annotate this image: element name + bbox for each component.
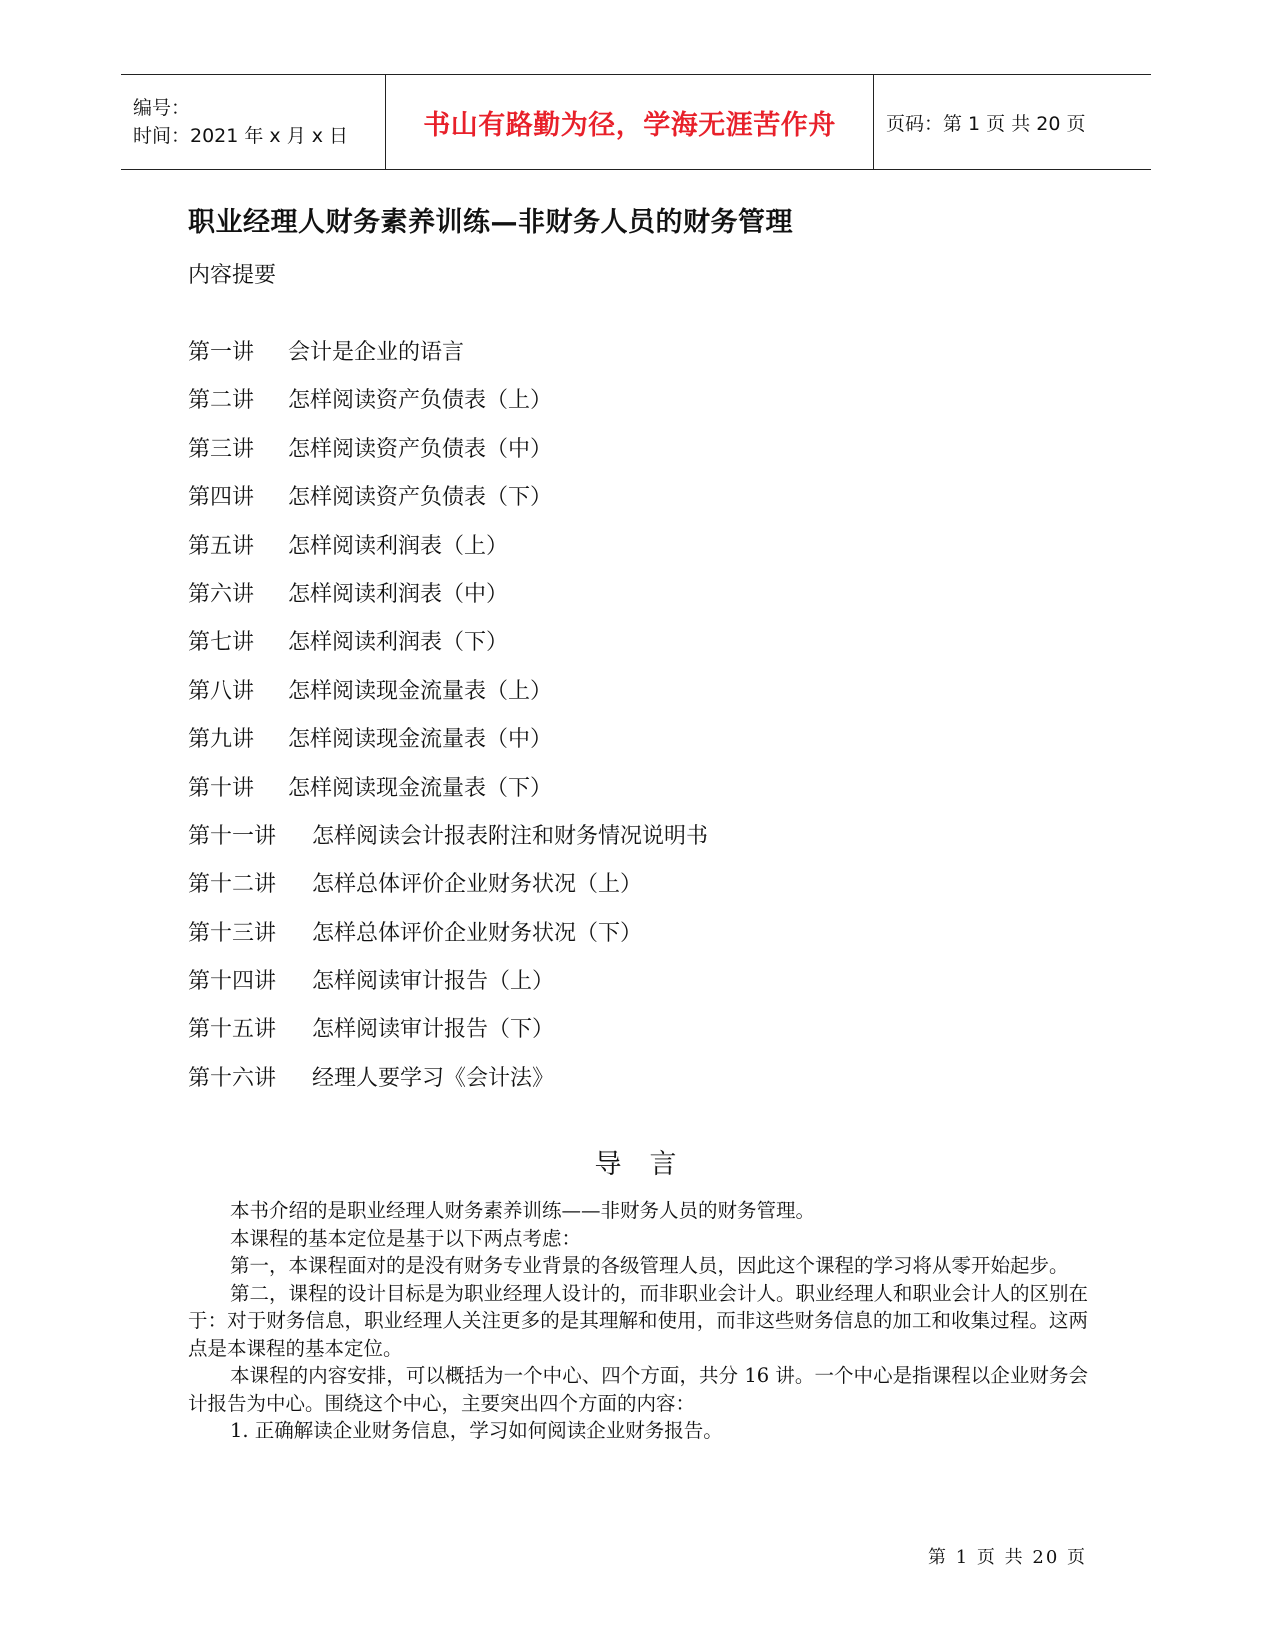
intro-paragraph: 第二，课程的设计目标是为职业经理人设计的，而非职业会计人。职业经理人和职业会计人的区别在于：对于财务信息，职业经理人关注更多的是其理解和使用，而非这些财务信息的加工和收集过程。这两点是本课程的基本定位。	[188, 1281, 1089, 1360]
toc-number: 第十四讲	[188, 969, 277, 995]
toc-title: 怎样阅读利润表（上）	[288, 533, 509, 559]
toc-title: 怎样阅读现金流量表（中）	[288, 727, 553, 753]
toc-number: 第三讲	[188, 436, 255, 462]
toc-title: 怎样阅读资产负债表（上）	[288, 388, 553, 414]
toc-title: 怎样阅读会计报表附注和财务情况说明书	[312, 823, 709, 849]
toc-number: 第八讲	[188, 678, 255, 704]
toc-item	[188, 867, 708, 915]
toc-item	[188, 1012, 708, 1060]
header-motto: 书山有路勤为径，学海无涯苦作舟	[385, 75, 874, 169]
toc-item	[188, 625, 708, 673]
toc-item	[188, 819, 708, 867]
footer-page-number: 第 1 页 共 20 页	[928, 1547, 1087, 1568]
toc-number: 第六讲	[188, 581, 255, 607]
toc-number: 第十六讲	[188, 1065, 277, 1091]
toc-item	[188, 335, 708, 383]
toc-title: 经理人要学习《会计法》	[312, 1065, 555, 1091]
toc-item	[188, 480, 708, 528]
toc-number: 第十三讲	[188, 920, 277, 946]
header-page-info: 页码：第 1 页 共 20 页	[886, 112, 1086, 135]
intro-heading: 导言	[594, 1149, 705, 1180]
document-title: 职业经理人财务素养训练—非财务人员的财务管理	[188, 207, 793, 238]
intro-paragraph: 本课程的内容安排，可以概括为一个中心、四个方面，共分 16 讲。一个中心是指课程以企业财务会计报告为中心。围绕这个中心，主要突出四个方面的内容：	[188, 1364, 1088, 1415]
toc-number: 第十二讲	[188, 872, 277, 898]
toc-title: 怎样阅读现金流量表（下）	[288, 775, 553, 801]
intro-paragraph: 1. 正确解读企业财务信息，学习如何阅读企业财务报告。	[230, 1419, 723, 1442]
toc-title: 怎样阅读资产负债表（中）	[288, 436, 553, 462]
time-label: 时间：2021 年 x 月 x 日	[133, 125, 349, 147]
toc-title: 怎样阅读现金流量表（上）	[288, 678, 553, 704]
toc-number: 第一讲	[188, 340, 255, 365]
toc-number: 第五讲	[188, 533, 255, 559]
toc-title: 怎样阅读审计报告（下）	[312, 1017, 555, 1043]
intro-paragraph: 本课程的基本定位是基于以下两点考虑：	[230, 1226, 582, 1250]
toc-item	[188, 674, 708, 722]
toc-title: 会计是企业的语言	[288, 340, 465, 365]
toc-title: 怎样阅读利润表（下）	[288, 630, 509, 656]
intro-paragraph: 第一，本课程面对的是没有财务专业背景的各级管理人员，因此这个课程的学习将从零开始起步。	[230, 1254, 1069, 1277]
document-header	[121, 74, 1151, 170]
intro-paragraph: 本书介绍的是职业经理人财务素养训练——非财务人员的财务管理。	[230, 1199, 816, 1222]
toc-number: 第四讲	[188, 485, 255, 511]
toc-number: 第七讲	[188, 630, 255, 656]
toc-item	[188, 771, 708, 819]
number-label: 编号：	[133, 97, 191, 119]
toc-number: 第十一讲	[188, 823, 277, 849]
toc-item	[188, 577, 708, 625]
toc-number: 第九讲	[188, 727, 255, 753]
toc-title: 怎样阅读资产负债表（下）	[288, 485, 553, 511]
toc-number: 第二讲	[188, 388, 255, 414]
summary-label: 内容提要	[188, 263, 277, 288]
toc-item	[188, 529, 708, 577]
intro-body	[188, 1197, 1088, 1445]
toc-title: 怎样总体评价企业财务状况（下）	[312, 920, 643, 946]
header-meta	[121, 75, 385, 169]
toc-number: 第十五讲	[188, 1017, 277, 1043]
toc-item	[188, 432, 708, 480]
toc-item	[188, 722, 708, 770]
toc-item	[188, 383, 708, 431]
table-of-contents	[188, 335, 708, 1109]
toc-item	[188, 964, 708, 1012]
toc-title: 怎样阅读审计报告（上）	[312, 969, 555, 995]
toc-title: 怎样总体评价企业财务状况（上）	[312, 872, 643, 898]
toc-title: 怎样阅读利润表（中）	[288, 581, 509, 607]
toc-number: 第十讲	[188, 775, 255, 801]
toc-item	[188, 1061, 708, 1109]
toc-item	[188, 916, 708, 964]
